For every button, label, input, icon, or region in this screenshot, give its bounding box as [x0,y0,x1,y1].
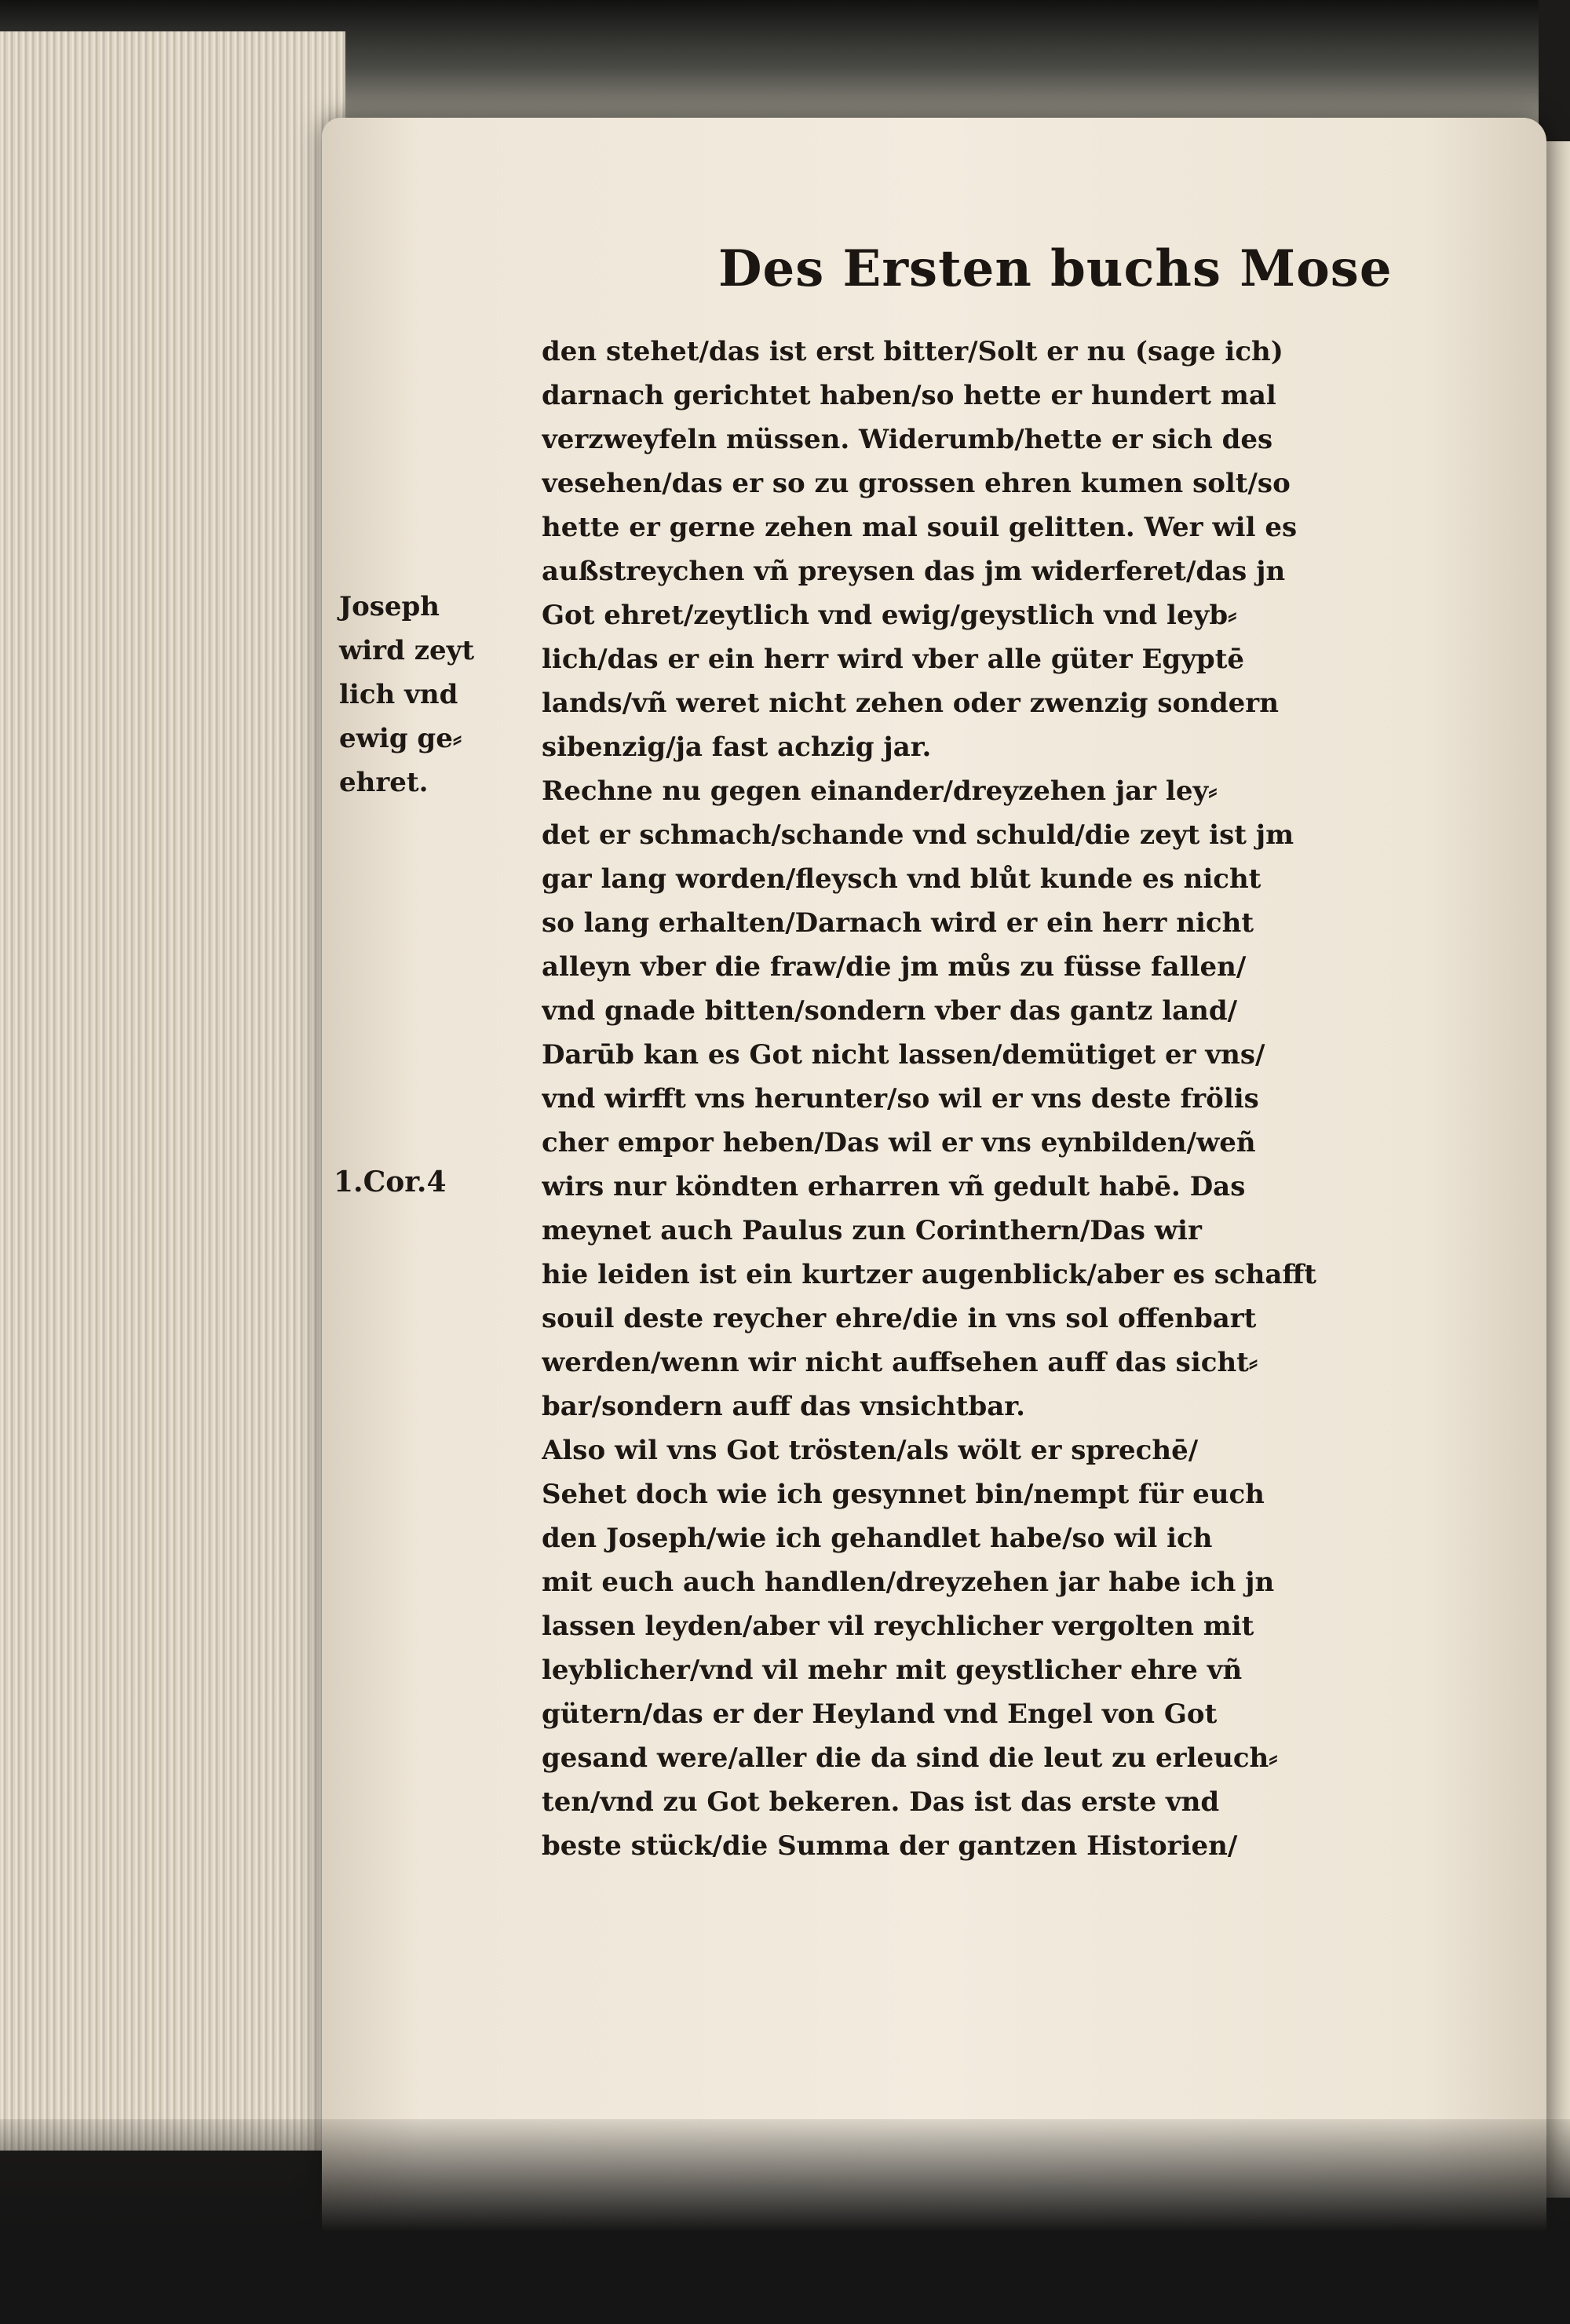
text-line: vnd gnade bitten/sondern vber das gantz land/ [542,995,1238,1027]
text-line: wirs nur köndten erharren vñ gedult habē. Das [542,1171,1246,1202]
text-line: außstreychen vñ preysen das jm widerferet/das jn [542,556,1286,587]
text-line: lands/vñ weret nicht zehen oder zwenzig sondern [542,688,1279,719]
text-line: lich/das er ein herr wird vber alle güter Egyptē [542,644,1245,675]
text-line: ten/vnd zu Got bekeren. Das ist das erste vnd [542,1786,1220,1818]
margin-note-line: wird zeyt [339,635,475,666]
text-line: meynet auch Paulus zun Corinthern/Das wir [542,1215,1202,1246]
bottom-shadow [0,2119,1570,2324]
text-line: darnach gerichtet haben/so hette er hundert mal [542,380,1276,411]
margin-note [339,585,528,804]
text-line: so lang erhalten/Darnach wird er ein herr nicht [542,907,1254,939]
text-line: cher empor heben/Das wil er vns eynbilden/weñ [542,1127,1256,1158]
margin-note-line: ehret. [339,767,429,798]
text-line: Got ehret/zeytlich vnd ewig/geystlich vnd leyb⸗ [542,600,1237,631]
running-headline: Des Ersten buchs Mose [718,239,1393,298]
text-line: bar/sondern auff das vnsichtbar. [542,1391,1025,1422]
text-line: beste stück/die Summa der gantzen Historien/ [542,1830,1238,1862]
text-line: det er schmach/schande vnd schuld/die zeyt ist jm [542,819,1294,851]
text-line: Rechne nu gegen einander/dreyzehen jar ley⸗ [542,775,1218,807]
text-line: mit euch auch handlen/dreyzehen jar habe ich jn [542,1567,1275,1598]
text-line: Also wil vns Got trösten/als wölt er sprechē/ [542,1435,1199,1466]
text-line: gar lang worden/fleysch vnd blůt kunde es nicht [542,863,1261,895]
text-line: lassen leyden/aber vil reychlicher vergolten mit [542,1611,1254,1642]
text-line: souil deste reycher ehre/die in vns sol offenbart [542,1303,1257,1334]
body-text [542,330,1460,1868]
text-line: hette er gerne zehen mal souil gelitten. Wer wil es [542,512,1298,543]
margin-reference: 1.Cor.4 [334,1166,447,1198]
text-line: den stehet/das ist erst bitter/Solt er nu (sage ich) [542,336,1283,367]
text-line: vnd wirfft vns herunter/so wil er vns deste frölis [542,1083,1259,1115]
text-line: gesand were/aller die da sind die leut zu erleuch⸗ [542,1742,1278,1774]
text-line: sibenzig/ja fast achzig jar. [542,731,932,763]
text-line: alleyn vber die fraw/die jm můs zu füsse fallen/ [542,951,1247,983]
text-line: werden/wenn wir nicht auffsehen auff das sicht⸗ [542,1347,1258,1378]
text-line: Darūb kan es Got nicht lassen/demütiget er vns/ [542,1039,1265,1071]
margin-note-line: Joseph [339,591,440,622]
margin-note-line: ewig ge⸗ [339,723,462,754]
margin-note-line: lich vnd [339,679,458,710]
text-line: Sehet doch wie ich gesynnet bin/nempt für euch [542,1479,1265,1510]
text-line: hie leiden ist ein kurtzer augenblick/aber es schafft [542,1259,1316,1290]
text-line: leyblicher/vnd vil mehr mit geystlicher ehre vñ [542,1655,1243,1686]
text-line: den Joseph/wie ich gehandlet habe/so wil ich [542,1523,1213,1554]
text-line: verzweyfeln müssen. Widerumb/hette er sich des [542,424,1273,455]
page-stack-edge [0,31,345,2151]
text-line: vesehen/das er so zu grossen ehren kumen solt/so [542,468,1291,499]
text-line: gütern/das er der Heyland vnd Engel von Got [542,1698,1218,1730]
